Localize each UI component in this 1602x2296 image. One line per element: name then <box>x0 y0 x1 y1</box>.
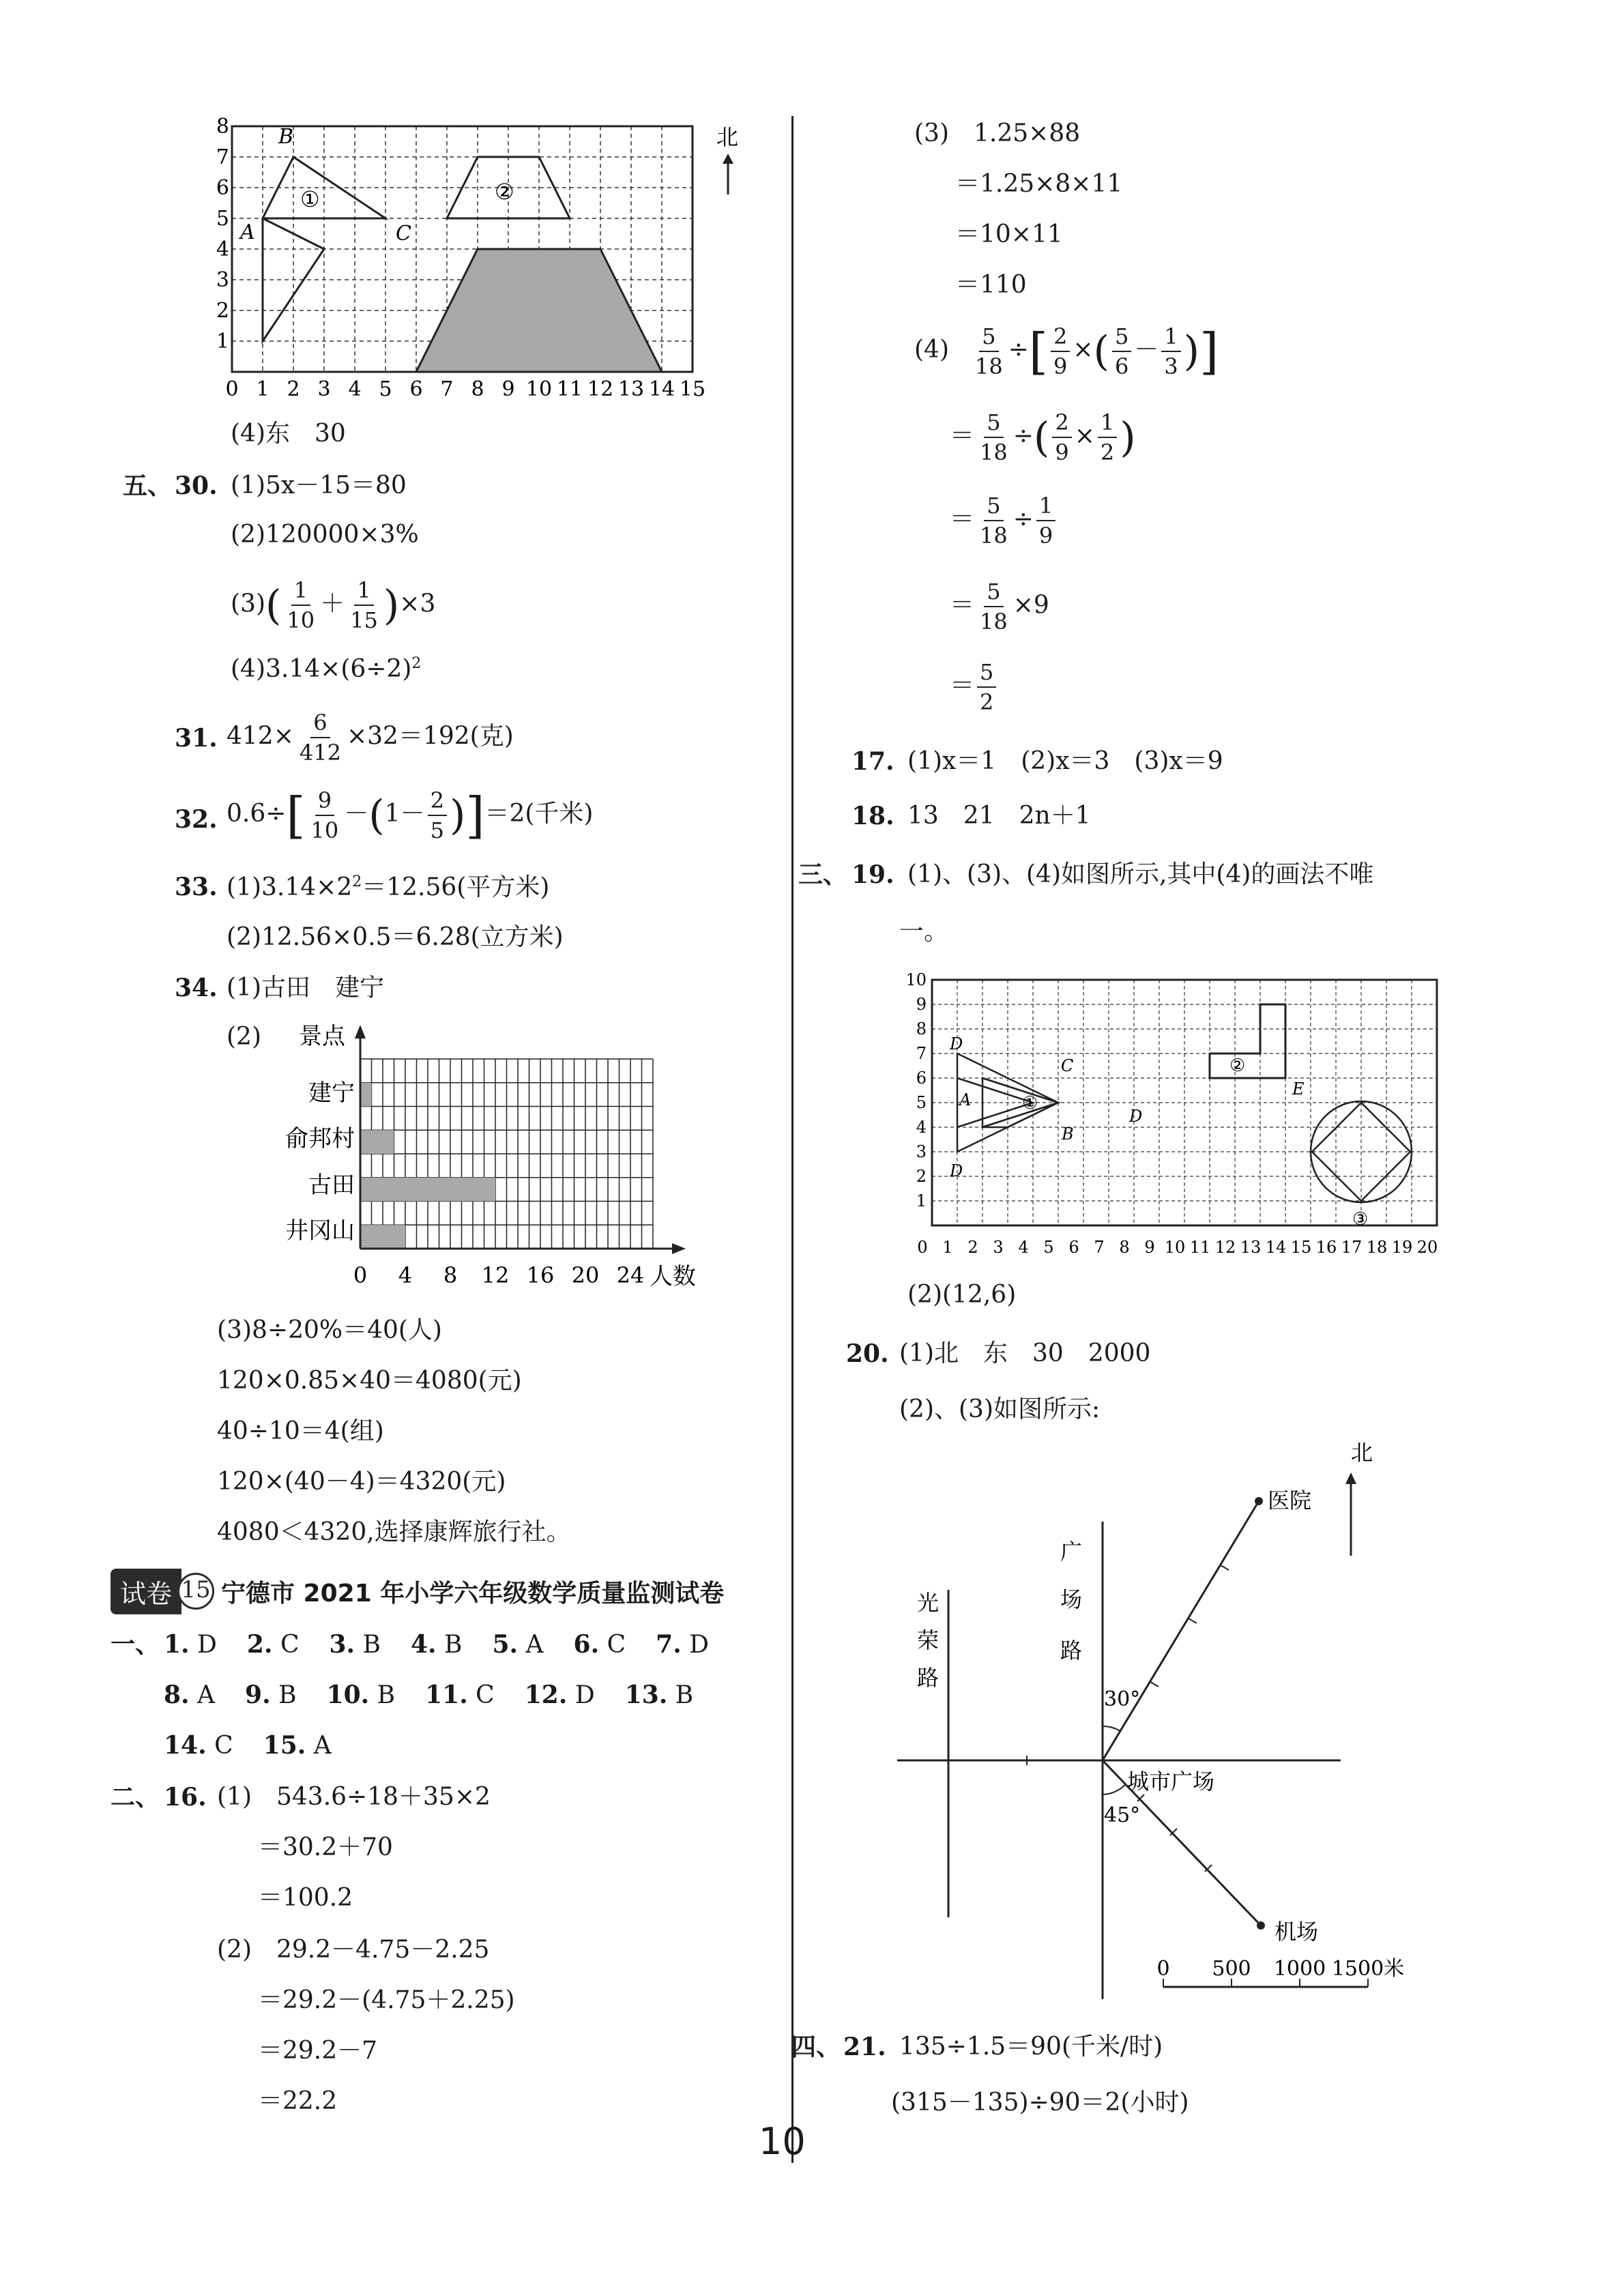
x-tick: 17 <box>1341 1238 1363 1257</box>
svg-text:500: 500 <box>1212 1957 1251 1981</box>
q16-3-line-3: ＝10×11 <box>955 220 1063 248</box>
svg-text:①: ① <box>1022 1093 1038 1114</box>
x-tick: 0 <box>353 1262 368 1288</box>
map-scale-bar <box>1156 1957 1404 1987</box>
x-tick: 12 <box>1214 1238 1236 1257</box>
map-angle-45: 45° <box>1104 1803 1141 1827</box>
y-axis-arrow-icon <box>355 1025 366 1038</box>
svg-text:E: E <box>1292 1079 1305 1099</box>
svg-text:4: 4 <box>348 377 362 401</box>
svg-text:荣: 荣 <box>916 1627 940 1653</box>
svg-text:13: 13 <box>617 377 645 401</box>
svg-text:1: 1 <box>256 377 270 401</box>
x-tick: 8 <box>443 1262 458 1288</box>
svg-text:广: 广 <box>1060 1539 1083 1565</box>
x-tick: 1 <box>942 1238 953 1257</box>
svg-text:5: 5 <box>379 377 392 401</box>
mc-answer: 11. C <box>425 1681 495 1709</box>
x-tick: 7 <box>1094 1238 1105 1257</box>
map-airport-label: 机场 <box>1275 1919 1319 1945</box>
q17: (1)x＝1 (2)x＝3 (3)x＝9 <box>907 747 1223 775</box>
svg-text:②: ② <box>1229 1056 1246 1076</box>
map-north-arrow-icon <box>1345 1472 1356 1556</box>
svg-text:3: 3 <box>216 268 229 292</box>
q16-4-line-4: ＝ $\frac{5}{18}$ ×9 <box>950 579 1049 635</box>
q19-line-2: 一。 <box>899 918 949 946</box>
mc-answer: 15. A <box>263 1731 332 1760</box>
q34-3: (3)8÷20%＝40(人) 120×0.85×40＝4080(元) 40÷10＝4(组) 120×(40－4)＝4320(元) 4080＜4320,选择康辉旅行社。 <box>217 1316 571 1546</box>
q16-2-line-2: ＝29.2－(4.75＋2.25) <box>258 1986 515 2014</box>
x-tick: 2 <box>967 1238 978 1257</box>
x-axis-arrow-icon <box>672 1243 686 1254</box>
svg-text:11: 11 <box>556 377 583 401</box>
q33-number: 33. <box>175 873 218 901</box>
q16-3-line-1: (3) 1.25×88 <box>914 119 1081 147</box>
svg-text:A: A <box>959 1090 972 1109</box>
svg-text:C: C <box>1061 1056 1074 1075</box>
svg-text:7: 7 <box>216 145 229 169</box>
mc-answer: 7. D <box>656 1630 710 1659</box>
mc-row-1 <box>164 1632 739 1657</box>
grid-figure-1 <box>216 115 764 403</box>
bar <box>360 1130 394 1154</box>
q16-3-line-2: ＝1.25×8×11 <box>955 170 1123 198</box>
q32: 0.6÷[ $\frac{9}{10}$ －(1－ $\frac{2}{5}$ )]＝2(千米) <box>227 787 594 844</box>
svg-text:D: D <box>950 1161 963 1180</box>
q34-2: (2) <box>227 1023 261 1051</box>
section-2-label: 二、 <box>111 1783 160 1812</box>
q17-number: 17. <box>851 747 894 776</box>
svg-text:D: D <box>1129 1107 1143 1126</box>
svg-text:15: 15 <box>679 377 706 401</box>
x-axis-ticks <box>225 377 705 401</box>
svg-text:1: 1 <box>216 330 229 353</box>
x-tick: 16 <box>526 1262 555 1288</box>
section-1-label: 一、 <box>111 1630 160 1659</box>
q33-1: $(1)3.14\times 2^2=12.56$(平方米) <box>227 873 550 901</box>
q29-4: (4)东 30 <box>231 420 346 448</box>
svg-text:2: 2 <box>287 377 300 401</box>
y-tick: 4 <box>916 1118 927 1137</box>
map-figure <box>887 1440 1487 2026</box>
y-tick: 7 <box>916 1044 927 1063</box>
x-tick: 9 <box>1144 1238 1155 1257</box>
q21-line-2: (315－135)÷90＝2(小时) <box>891 2089 1189 2117</box>
paper-number: 15 <box>177 1573 214 1610</box>
mc-answer: 5. A <box>492 1630 544 1659</box>
mc-row-3 <box>164 1733 362 1758</box>
page-number: 10 <box>759 2120 806 2163</box>
q30-1: (1)5x－15＝80 <box>231 471 407 499</box>
x-tick: 16 <box>1315 1238 1337 1257</box>
y-tick: 3 <box>916 1142 927 1161</box>
q21-number: 21. <box>843 2033 886 2061</box>
svg-text:③: ③ <box>1352 1209 1369 1230</box>
section-3-label: 三、 <box>798 860 848 889</box>
svg-text:1000: 1000 <box>1273 1957 1326 1981</box>
mc-answer: 2. C <box>246 1630 300 1659</box>
q16-3-line-4: ＝110 <box>955 271 1027 299</box>
q16-4-line-2: ＝ $\frac{5}{18}$ ÷( $\frac{2}{9}$ × $\frac{1}{2}$ ) <box>950 409 1136 466</box>
q33-2: (2)12.56×0.5＝6.28(立方米) <box>227 923 564 951</box>
x-tick: 14 <box>1265 1238 1287 1257</box>
x-tick: 10 <box>1164 1238 1186 1257</box>
map-north-label: 北 <box>1351 1440 1373 1466</box>
q20-number: 20. <box>846 1339 889 1368</box>
q16-1-line-1: (1) 543.6÷18＋35×2 <box>217 1783 491 1811</box>
category-label: 俞邦村 <box>285 1125 355 1152</box>
l-shape <box>1210 1004 1285 1078</box>
y-tick: 2 <box>916 1167 927 1186</box>
q16-4-line-5: ＝ $\frac{5}{2}$ <box>950 659 999 716</box>
label-A: A <box>240 220 255 244</box>
mc-answer: 4. B <box>411 1630 463 1659</box>
mc-answer: 10. B <box>326 1681 396 1709</box>
grid-figure-2 <box>907 969 1453 1262</box>
y-tick: 1 <box>916 1191 927 1210</box>
bar <box>360 1225 405 1249</box>
svg-text:路: 路 <box>916 1665 940 1691</box>
y-tick: 9 <box>916 995 927 1014</box>
bar-chart-x-title: 人数 <box>650 1263 696 1290</box>
mc-answer: 14. C <box>164 1731 233 1760</box>
svg-text:6: 6 <box>216 176 229 200</box>
svg-text:10: 10 <box>525 377 553 401</box>
shaded-trapezoid <box>416 249 662 372</box>
mc-answer: 9. B <box>245 1681 297 1709</box>
label-shape-1: ① <box>300 186 320 212</box>
mc-answer: 8. A <box>164 1681 216 1709</box>
column-divider <box>791 116 793 2163</box>
q30-2: (2)120000×3% <box>231 521 419 549</box>
mc-answer: 12. D <box>524 1681 595 1709</box>
svg-text:2: 2 <box>216 299 229 323</box>
q21-line-1: 135÷1.5＝90(千米/时) <box>899 2033 1163 2061</box>
label-shape-2: ② <box>495 179 514 205</box>
x-tick: 20 <box>1416 1238 1438 1257</box>
north-label: 北 <box>716 124 739 150</box>
svg-text:6: 6 <box>409 377 423 401</box>
bar <box>360 1083 372 1107</box>
svg-text:7: 7 <box>440 377 454 401</box>
q34-1: (1)古田 建宁 <box>227 974 384 1002</box>
y-tick: 8 <box>916 1019 927 1038</box>
svg-text:路: 路 <box>1060 1638 1083 1663</box>
q30-number: 30. <box>175 471 218 500</box>
svg-text:5: 5 <box>216 207 229 231</box>
x-tick: 18 <box>1366 1238 1388 1257</box>
mc-row-2 <box>164 1683 723 1708</box>
x-tick: 5 <box>1043 1238 1054 1257</box>
q16-2-line-1: (2) 29.2－4.75－2.25 <box>217 1936 490 1964</box>
q34-number: 34. <box>175 974 218 1002</box>
q31-number: 31. <box>175 724 218 753</box>
bar-chart-y-title: 景点 <box>299 1023 345 1050</box>
label-C: C <box>396 222 411 246</box>
q16-1-line-2: ＝30.2＋70 <box>258 1833 393 1861</box>
q16-4-line-3: ＝ $\frac{5}{18}$ ÷ $\frac{1}{9}$ <box>950 493 1058 549</box>
svg-text:3: 3 <box>317 377 331 401</box>
svg-text:D: D <box>950 1034 963 1053</box>
mc-answer: 6. C <box>573 1630 626 1659</box>
svg-text:光: 光 <box>916 1590 940 1616</box>
paper-header <box>111 1571 779 1612</box>
hospital-point-icon <box>1255 1497 1263 1505</box>
north-arrow-icon <box>723 154 733 194</box>
x-tick: 19 <box>1391 1238 1413 1257</box>
x-tick: 0 <box>917 1238 928 1257</box>
label-B: B <box>278 125 294 149</box>
q20-1: (1)北 东 30 2000 <box>899 1339 1151 1367</box>
x-tick: 6 <box>1068 1238 1079 1257</box>
svg-text:4: 4 <box>216 237 229 261</box>
map-angle-30: 30° <box>1104 1687 1141 1711</box>
y-axis-ticks <box>216 115 229 353</box>
q16-4-line-1: (4) $\frac{5}{18}$ ÷[ $\frac{2}{9}$ ×( $\frac{5}{6}$ － $\frac{1}{3}$ )] <box>914 323 1219 380</box>
mc-answer: 1. D <box>164 1630 217 1659</box>
category-label: 建宁 <box>308 1079 355 1107</box>
q32-number: 32. <box>175 805 218 834</box>
q18: 13 21 2n＋1 <box>907 802 1091 830</box>
q16-2-line-3: ＝29.2－7 <box>258 2037 378 2065</box>
mc-answer: 13. B <box>624 1681 694 1709</box>
svg-text:8: 8 <box>471 377 484 401</box>
q16-number: 16. <box>164 1783 207 1812</box>
paper-badge: 试卷 <box>111 1569 181 1614</box>
svg-text:0: 0 <box>1156 1957 1170 1981</box>
map-hospital-label: 医院 <box>1268 1487 1312 1513</box>
airport-point-icon <box>1257 1921 1265 1930</box>
x-tick: 11 <box>1189 1238 1211 1257</box>
x-tick: 4 <box>1018 1238 1029 1257</box>
category-label: 古田 <box>308 1172 355 1199</box>
section-5-label: 五、 <box>123 471 173 500</box>
bar-chart <box>259 1023 737 1303</box>
x-tick: 12 <box>481 1262 510 1288</box>
x-tick: 15 <box>1290 1238 1312 1257</box>
svg-text:14: 14 <box>648 377 675 401</box>
q30-3: (3)( $\frac{1}{10}$ ＋ $\frac{1}{15}$ )×3 <box>231 577 436 634</box>
x-tick: 8 <box>1119 1238 1130 1257</box>
svg-text:9: 9 <box>501 377 515 401</box>
svg-text:B: B <box>1062 1124 1074 1144</box>
x-tick: 3 <box>993 1238 1004 1257</box>
paper-title: 宁德市 2021 年小学六年级数学质量监测试卷 <box>221 1579 725 1608</box>
q19-line-1: (1)、(3)、(4)如图所示,其中(4)的画法不唯 <box>907 860 1374 888</box>
q18-number: 18. <box>851 802 894 830</box>
section-4-label: 四、 <box>791 2033 841 2061</box>
svg-text:0: 0 <box>225 377 239 401</box>
q16-2-line-4: ＝22.2 <box>258 2087 338 2115</box>
x-tick: 24 <box>616 1262 645 1288</box>
y-tick: 10 <box>905 970 927 989</box>
svg-text:12: 12 <box>587 377 614 401</box>
x-tick: 13 <box>1240 1238 1262 1257</box>
x-tick: 4 <box>398 1262 413 1288</box>
x-tick: 20 <box>571 1262 600 1288</box>
mc-answer: 3. B <box>329 1630 381 1659</box>
y-tick: 5 <box>916 1093 927 1112</box>
map-center-label: 城市广场 <box>1127 1769 1215 1794</box>
q19-number: 19. <box>851 860 894 889</box>
q16-1-line-3: ＝100.2 <box>258 1884 353 1912</box>
category-label: 井冈山 <box>285 1217 355 1245</box>
svg-text:场: 场 <box>1060 1586 1083 1612</box>
q20-2: (2)、(3)如图所示: <box>899 1395 1101 1423</box>
y-tick: 6 <box>916 1069 927 1088</box>
svg-text:1500米: 1500米 <box>1331 1957 1405 1981</box>
q31: 412× $\frac{6}{412}$ ×32＝192(克) <box>227 710 514 766</box>
q19-2: (2)(12,6) <box>907 1281 1017 1309</box>
svg-text:8: 8 <box>216 115 229 139</box>
bar <box>360 1178 495 1202</box>
q30-4: $(4)3.14\times(6\div 2)^2$ <box>231 655 422 683</box>
